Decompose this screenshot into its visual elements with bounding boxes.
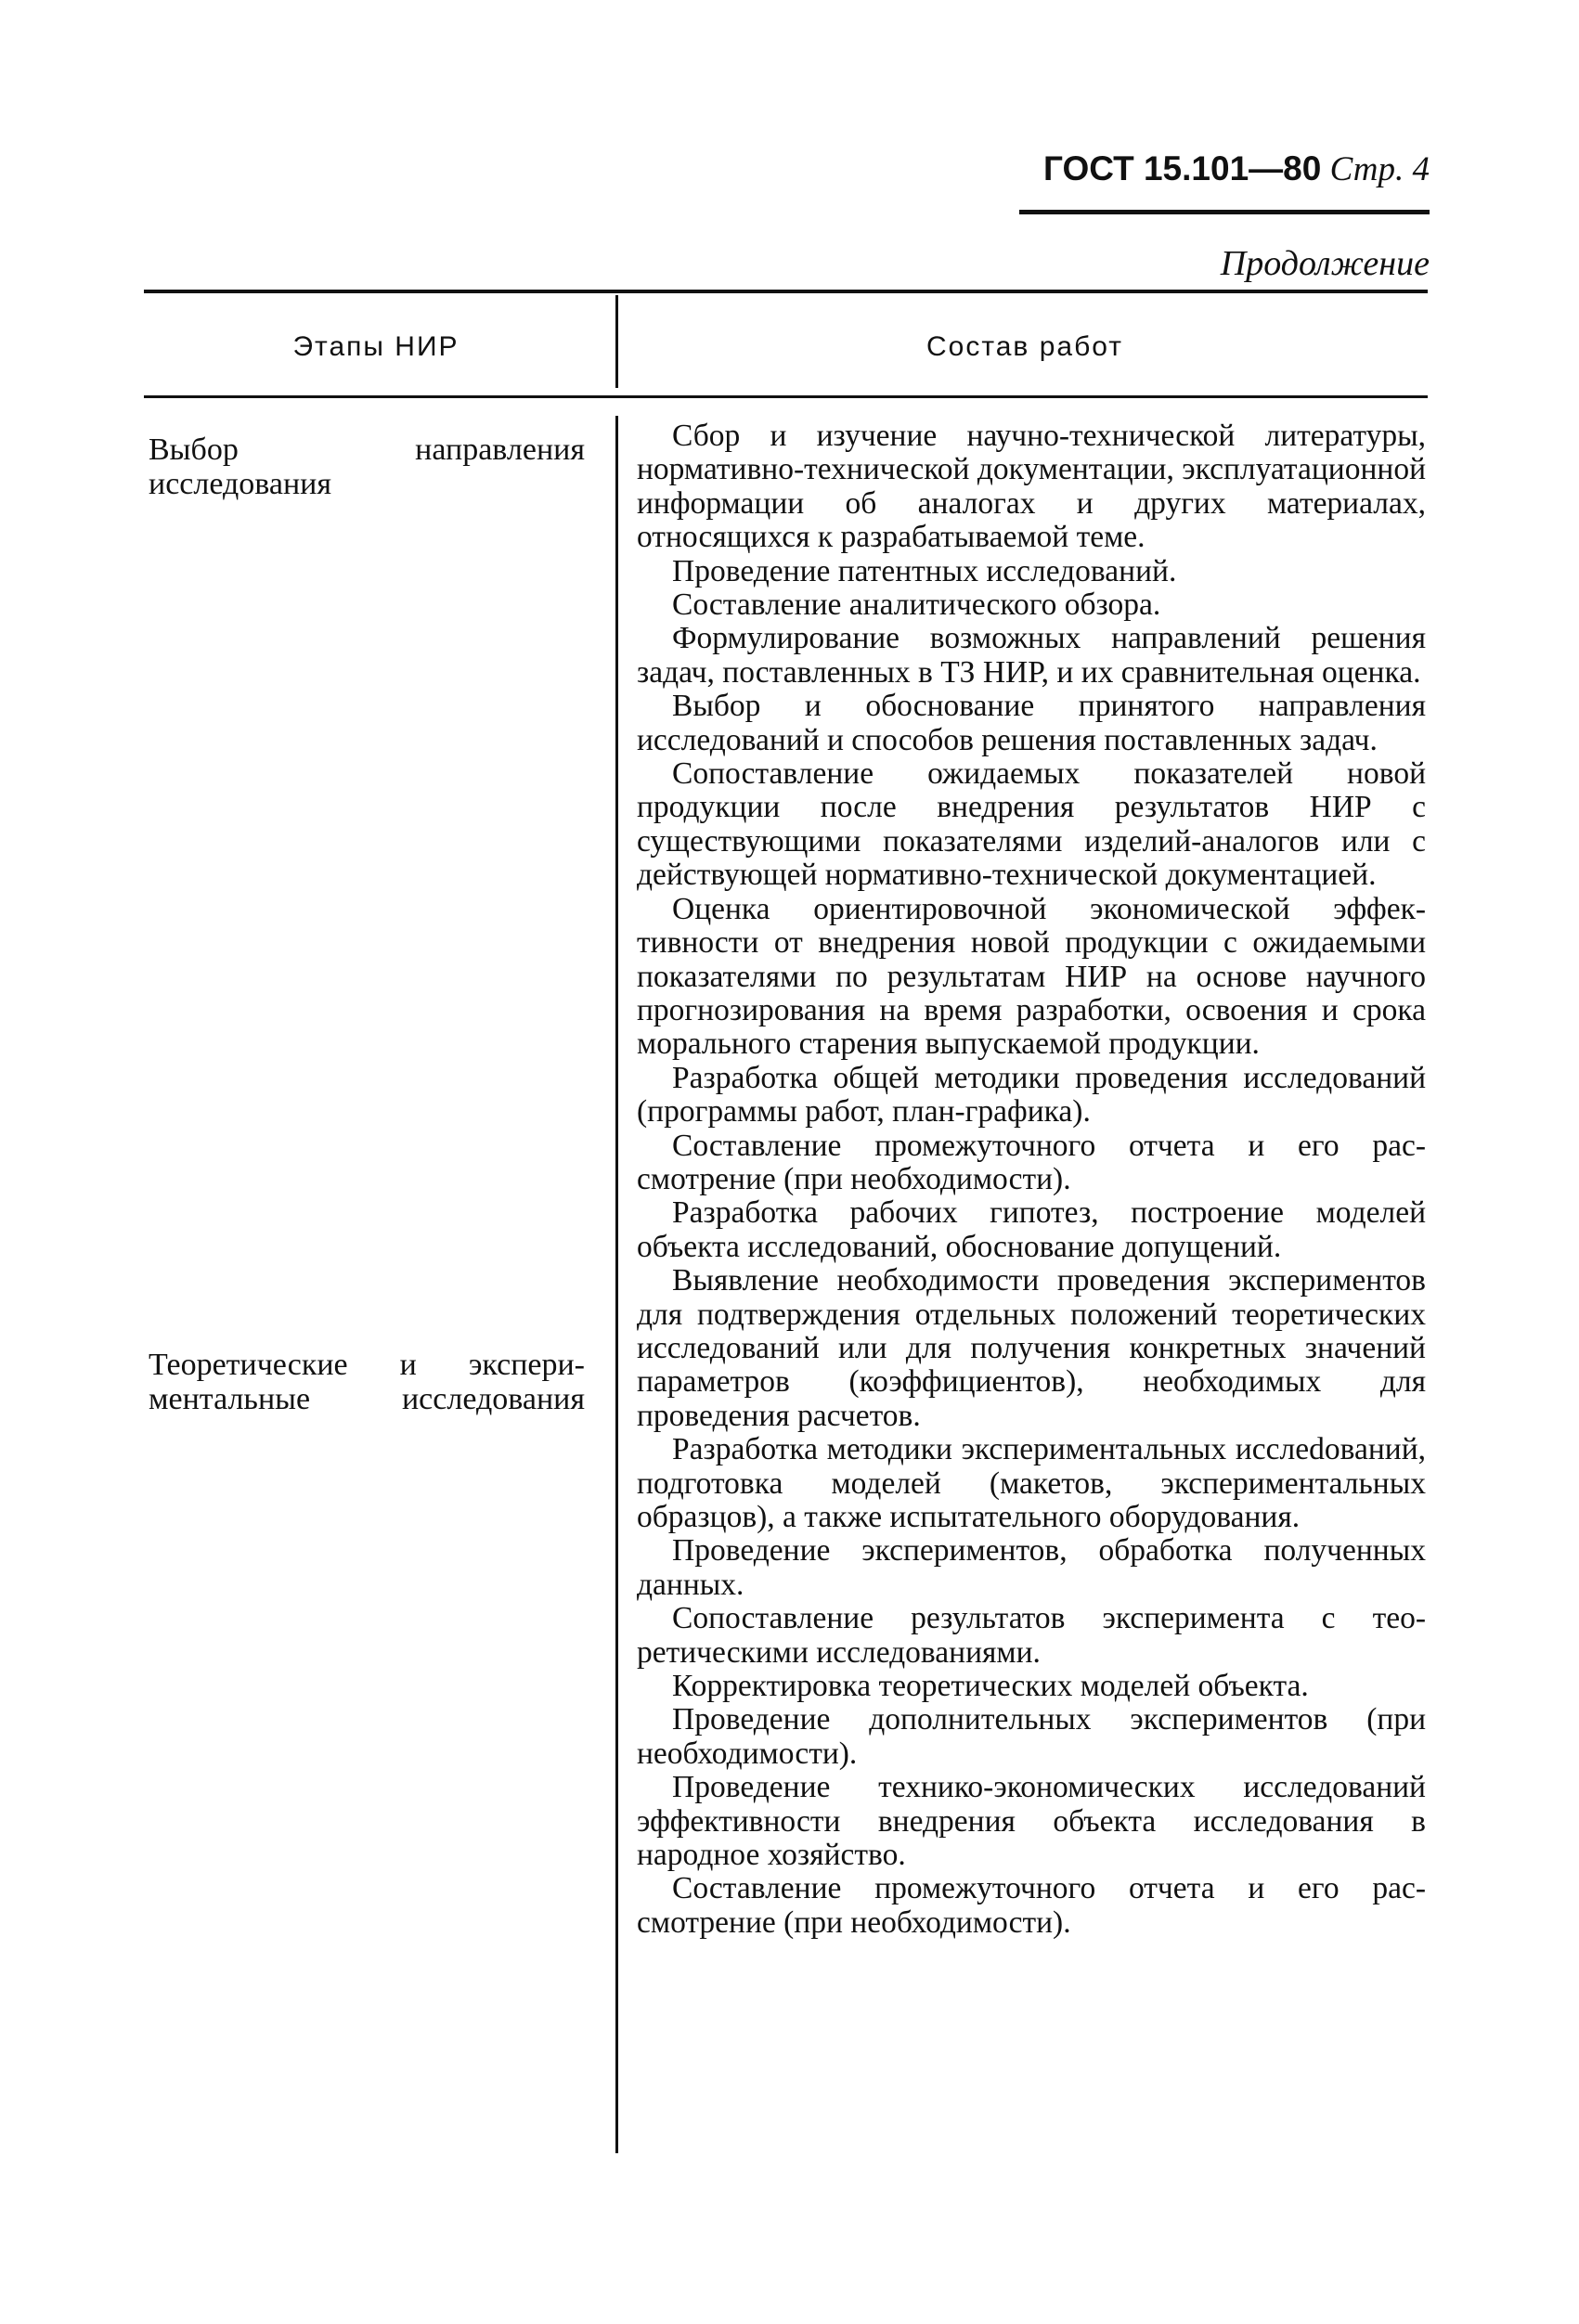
work-item: Сопоставление ожидаемых показателей новой продукции после внедрения результатов НИР с существующими показателями изделий-аналогов или с действующей нормативно-технической документацией. bbox=[637, 756, 1426, 893]
page-number: Стр. 4 bbox=[1329, 150, 1430, 188]
stage-line: Теоретические и экспери- bbox=[149, 1348, 585, 1382]
work-item: Составление промежуточного отчета и его рассмотрение (при необходимости). bbox=[637, 1871, 1426, 1940]
work-item: Корректировка теоретических моделей объекта. bbox=[672, 1669, 1309, 1704]
work-item: Разработка рабочих гипотез, построение моделей объекта исследований, обоснование допущений. bbox=[637, 1195, 1426, 1264]
column-divider bbox=[615, 416, 618, 2153]
work-item: Разработка общей методики проведения исследований (программы работ, план-графика). bbox=[637, 1060, 1426, 1130]
work-item: Выбор и обоснование принятого направления исследований и способов решения поставленных задач. bbox=[637, 689, 1426, 757]
works-column bbox=[637, 420, 1426, 1940]
work-item: Проведение технико-экономических исследований эффективности внедрения объекта исследования в народное хозяйство. bbox=[637, 1770, 1426, 1873]
standard-number: ГОСТ 15.101—80 bbox=[1043, 149, 1322, 187]
work-item: Составление промежуточного отчета и его рассмотрение (при необходимости). bbox=[637, 1128, 1426, 1196]
work-item: Оценка ориентировочной экономической эффективности от внедрения новой продукции с ожидаемыми показателями по результатам НИР на основе научного прогнозирования на время разработки, освоения и срока морального старения выпускаемой продукции. bbox=[637, 891, 1426, 1062]
work-item: Проведение дополнительных экспериментов (при необходимости). bbox=[637, 1702, 1426, 1771]
work-item: Формулирование возможных направлений решения задач, поставленных в ТЗ НИР, и их сравнительная оценка. bbox=[637, 621, 1426, 690]
work-item: Сбор и изучение научно-технической литературы, нормативно-технической документации, эксплуатационной информации об аналогах и других материалах, относящихся к разрабатываемой теме. bbox=[637, 419, 1426, 555]
work-item: Сопоставление результатов эксперимента с теоретическими исследованиями. bbox=[637, 1601, 1426, 1670]
work-item: Выявление необходимости проведения экспериментов для подтверждения отдельных положений теоретических исследований или для получения конкретных значений параметров (коэффициентов), необходимых для проведения расчетов. bbox=[637, 1263, 1426, 1433]
table-top-rule bbox=[144, 290, 1428, 293]
stage-direction-selection bbox=[149, 433, 585, 501]
column-header-stages: Этапы НИР bbox=[292, 331, 459, 362]
work-item: Проведение экспериментов, обработка полученных данных. bbox=[637, 1533, 1426, 1602]
work-item: Проведение патентных исследований. bbox=[672, 553, 1177, 588]
stage-line: ментальные исследования bbox=[149, 1382, 585, 1416]
stage-theoretical-experimental bbox=[149, 1348, 585, 1416]
stage-line: Выбор направления bbox=[149, 433, 585, 467]
page-header bbox=[1012, 148, 1430, 190]
column-divider-header bbox=[615, 295, 618, 388]
table-header-rule bbox=[144, 395, 1428, 398]
work-item: Разработка методики экспериментальных исслеdований, подготовка моделей (макетов, экспериментальных образцов), а также испытательного оборудования. bbox=[637, 1432, 1426, 1534]
column-header-works: Состав работ bbox=[925, 331, 1124, 362]
work-item: Составление аналитического обзора. bbox=[672, 587, 1161, 623]
continuation-label: Продолжение bbox=[1220, 244, 1430, 283]
header-rule bbox=[1019, 210, 1430, 214]
stage-line: исследования bbox=[149, 467, 332, 501]
